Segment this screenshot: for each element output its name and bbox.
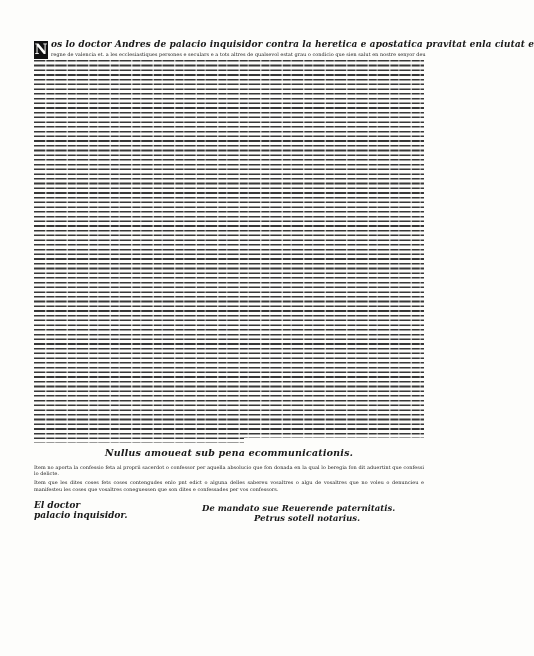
last-line-gap — [244, 438, 424, 443]
notary-signature — [202, 504, 395, 524]
item-paragraph: Item que les dites coses fets coses contengudes enlo pnt edict o alguna delles sabereu vosaltres o algu de vosaltres que no voleu o denuncieu e manifesteu les coses que vosaltres coneguessen que son dites e confessades per vos confessors. — [34, 480, 424, 493]
inquisitor-signature — [34, 501, 127, 521]
body-text-block — [34, 59, 424, 443]
notary-name: Petrus sotell notarius. — [254, 513, 361, 524]
document-title: os lo doctor Andres de palacio inquisidor contra la heretica e apostatica pravitat enla ciutat e — [51, 40, 534, 50]
document-subtitle: regne de valencia et. a les ecclesiastiques persones e seculars e a tots altres de qualsevol estat grau o condicio que sien salut en nostre senyor deu — [51, 52, 426, 58]
excommunication-heading: Nullus amoueat sub pena ecommunicationis. — [104, 448, 354, 459]
drop-cap-initial: N — [34, 42, 48, 58]
item-paragraph: Item no aporta la confessio feta al proprii sacerdot o confessor per aquella absolucio que fon donada en la qual lo beregia fon dit aduertint que confessi lo delicte. — [34, 465, 424, 478]
signature-area — [34, 501, 424, 541]
signature-line: palacio inquisidor. — [34, 510, 128, 521]
mandate-line: De mandato sue Reuerende paternitatis. — [202, 503, 396, 514]
body-text — [34, 59, 35, 60]
edict-page — [34, 40, 534, 541]
signature-line: El doctor — [34, 500, 81, 511]
